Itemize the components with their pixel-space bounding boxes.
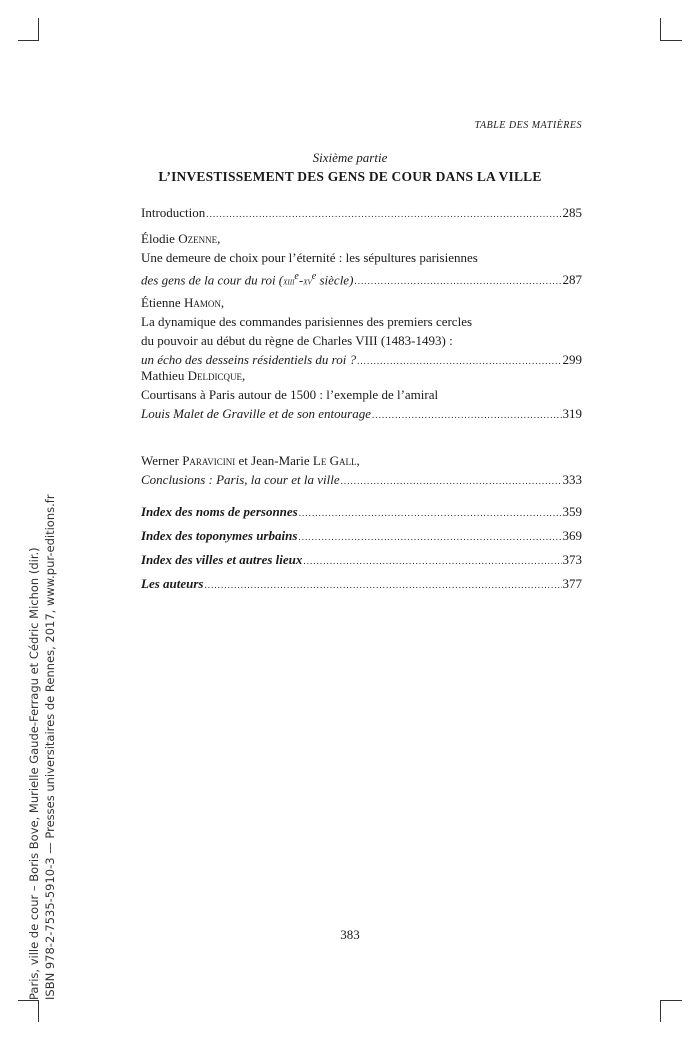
side-credit (26, 460, 58, 1000)
leader-dots (299, 502, 562, 523)
toc-entry-page: 299 (562, 352, 582, 367)
leader-dots (206, 203, 561, 224)
page-number: 383 (340, 927, 360, 942)
toc-entry-page: 373 (562, 552, 582, 567)
toc-entry-page: 369 (562, 528, 582, 543)
leader-dots (204, 574, 561, 595)
running-head: TABLE DES MATIÈRES (474, 120, 582, 131)
leader-dots (341, 470, 562, 491)
toc-entry-page: 287 (562, 272, 582, 288)
toc-entry-title: Index des noms de personnes (141, 504, 298, 519)
toc-entry-index-personnes[interactable] (141, 502, 582, 523)
leader-dots (298, 526, 561, 547)
toc-entry-page: 359 (562, 504, 582, 519)
toc-entry-title: Louis Malet de Graville et de son entourage (141, 406, 371, 421)
crop-mark (18, 1000, 39, 1001)
crop-mark (18, 40, 39, 41)
toc-entry-introduction[interactable] (141, 203, 582, 224)
toc-entry-title: La dynamique des commandes parisiennes des premiers cercles (141, 314, 473, 329)
toc-entry-author: Werner Paravicini et Jean-Marie Le Gall , (141, 453, 360, 468)
toc-entry-title: Index des toponymes urbains (141, 528, 298, 543)
crop-mark (660, 40, 682, 41)
toc-entry-title: Les auteurs (141, 576, 204, 591)
side-credit-line: Paris, ville de cour – Boris Bove, Murielle Gaude-Ferragu et Cédric Michon (dir.) (27, 547, 41, 1000)
toc-entry-title: un écho des desseins résidentiels du roi ? (141, 352, 357, 367)
crop-mark (660, 1000, 682, 1001)
crop-mark (38, 18, 39, 40)
toc-entry-hamon[interactable] (141, 293, 582, 371)
toc-entry-ozenne[interactable] (141, 229, 582, 291)
toc-entry-author: Élodie Ozenne , (141, 231, 221, 246)
toc-entry-title: Conclusions : Paris, la cour et la ville (141, 472, 340, 487)
toc-entry-page: 377 (562, 576, 582, 591)
toc-entry-page: 319 (562, 406, 582, 421)
toc-entry-author: Mathieu Deldicque , (141, 368, 246, 383)
toc-entry-page: 285 (562, 205, 582, 220)
toc-entry-page: 333 (562, 472, 582, 487)
side-credit-line: ISBN 978-2-7535-5910-3 — Presses universitaires de Rennes, 2017, www.pur-editions.fr (43, 494, 57, 1000)
toc-entry-deldicque[interactable] (141, 366, 582, 425)
crop-mark (660, 1000, 661, 1022)
crop-mark (38, 1000, 39, 1022)
toc-entry-title: Introduction (141, 205, 206, 220)
part-label: Sixième partie (312, 150, 388, 165)
toc-index-list (141, 502, 582, 595)
toc-entry-title: Index des villes et autres lieux (141, 552, 303, 567)
toc-entry-title: des gens de la cour du roi ($xiii^e-xv^e$ siècle) (141, 271, 354, 288)
part-title: L’INVESTISSEMENT DES GENS DE COUR DANS LA VILLE (158, 169, 542, 184)
toc-entry-title: Une demeure de choix pour l’éternité : les sépultures parisiennes (141, 250, 478, 265)
crop-mark (660, 18, 661, 40)
toc-entry-auteurs[interactable] (141, 574, 582, 595)
toc-entry-index-toponymes[interactable] (141, 526, 582, 547)
toc-entry-conclusions[interactable] (141, 451, 582, 491)
leader-dots (372, 404, 562, 425)
toc-entry-author: Étienne Hamon , (141, 295, 225, 310)
toc-entry-index-villes[interactable] (141, 550, 582, 571)
toc-entry-title: Courtisans à Paris autour de 1500 : l’exemple de l’amiral (141, 387, 439, 402)
leader-dots (303, 550, 561, 571)
leader-dots (354, 270, 561, 291)
toc-entry-title: du pouvoir au début du règne de Charles VIII (1483-1493) : (141, 333, 453, 348)
